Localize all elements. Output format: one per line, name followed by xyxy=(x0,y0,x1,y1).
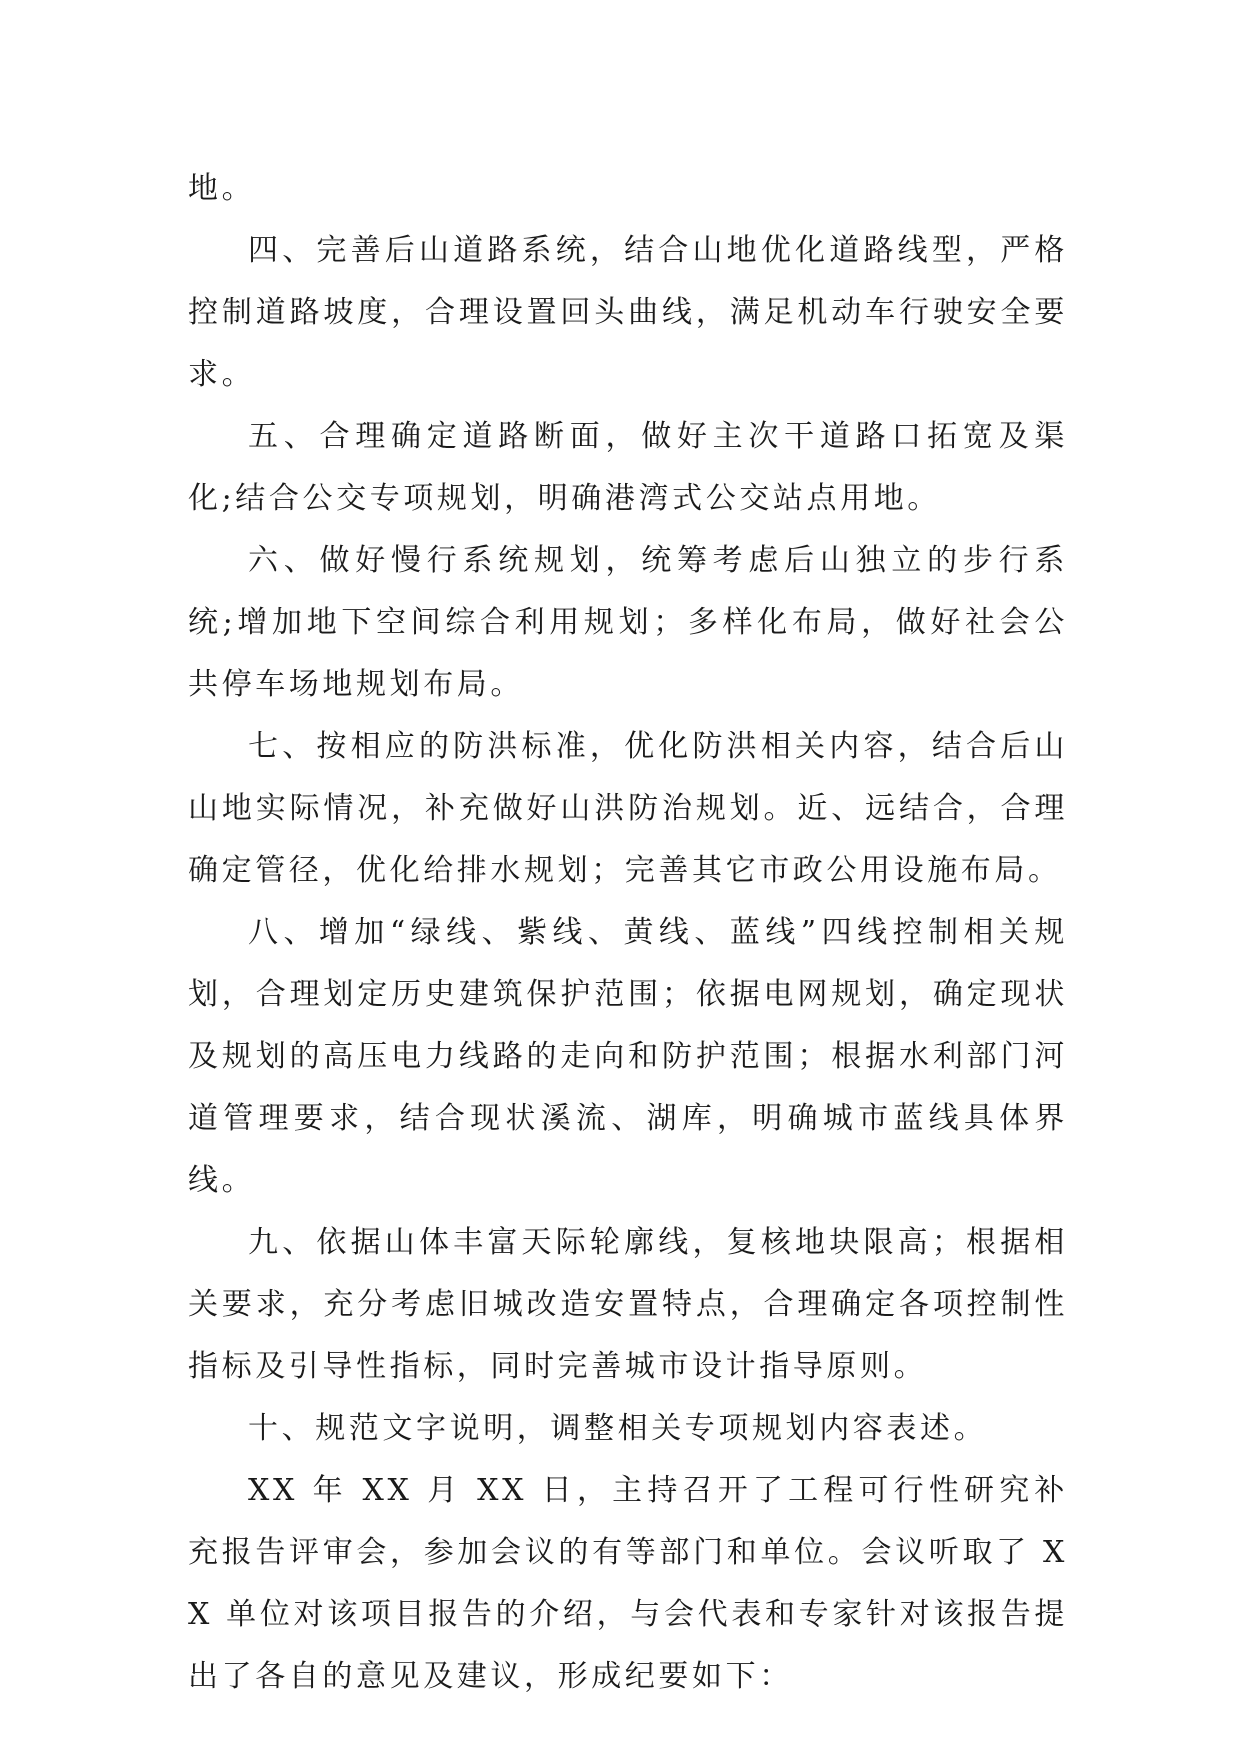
paragraph-item-4: 四、完善后山道路系统，结合山地优化道路线型，严格控制道路坡度，合理设置回头曲线，满足机动车行驶安全要求。 xyxy=(188,233,1068,392)
paragraph-meeting-summary: XX 年 XX 月 XX 日，主持召开了工程可行性研究补充报告评审会，参加会议的有等部门和单位。会议听取了 XX 单位对该项目报告的介绍，与会代表和专家针对该报告提出了各自的意见及建议，形成纪要如下： xyxy=(188,1473,1068,1694)
document-body xyxy=(188,158,1068,1708)
paragraph-item-10: 十、规范文字说明，调整相关专项规划内容表述。 xyxy=(248,1411,988,1446)
paragraph-item-8: 八、增加“绿线、紫线、黄线、蓝线”四线控制相关规划，合理划定历史建筑保护范围；依据电网规划，确定现状及规划的高压电力线路的走向和防护范围；根据水利部门河道管理要求，结合现状溪流、湖库，明确城市蓝线具体界线。 xyxy=(188,915,1068,1198)
paragraph-continuation: 地。 xyxy=(188,171,256,206)
paragraph-item-7: 七、按相应的防洪标准，优化防洪相关内容，结合后山山地实际情况，补充做好山洪防治规划。近、远结合，合理确定管径，优化给排水规划；完善其它市政公用设施布局。 xyxy=(188,729,1068,888)
paragraph-item-5: 五、合理确定道路断面，做好主次干道路口拓宽及渠化;结合公交专项规划，明确港湾式公交站点用地。 xyxy=(188,419,1068,516)
paragraph-item-9: 九、依据山体丰富天际轮廓线，复核地块限高；根据相关要求，充分考虑旧城改造安置特点，合理确定各项控制性指标及引导性指标，同时完善城市设计指导原则。 xyxy=(188,1225,1068,1384)
paragraph-item-6: 六、做好慢行系统规划，统筹考虑后山独立的步行系统;增加地下空间综合利用规划；多样化布局，做好社会公共停车场地规划布局。 xyxy=(188,543,1068,702)
